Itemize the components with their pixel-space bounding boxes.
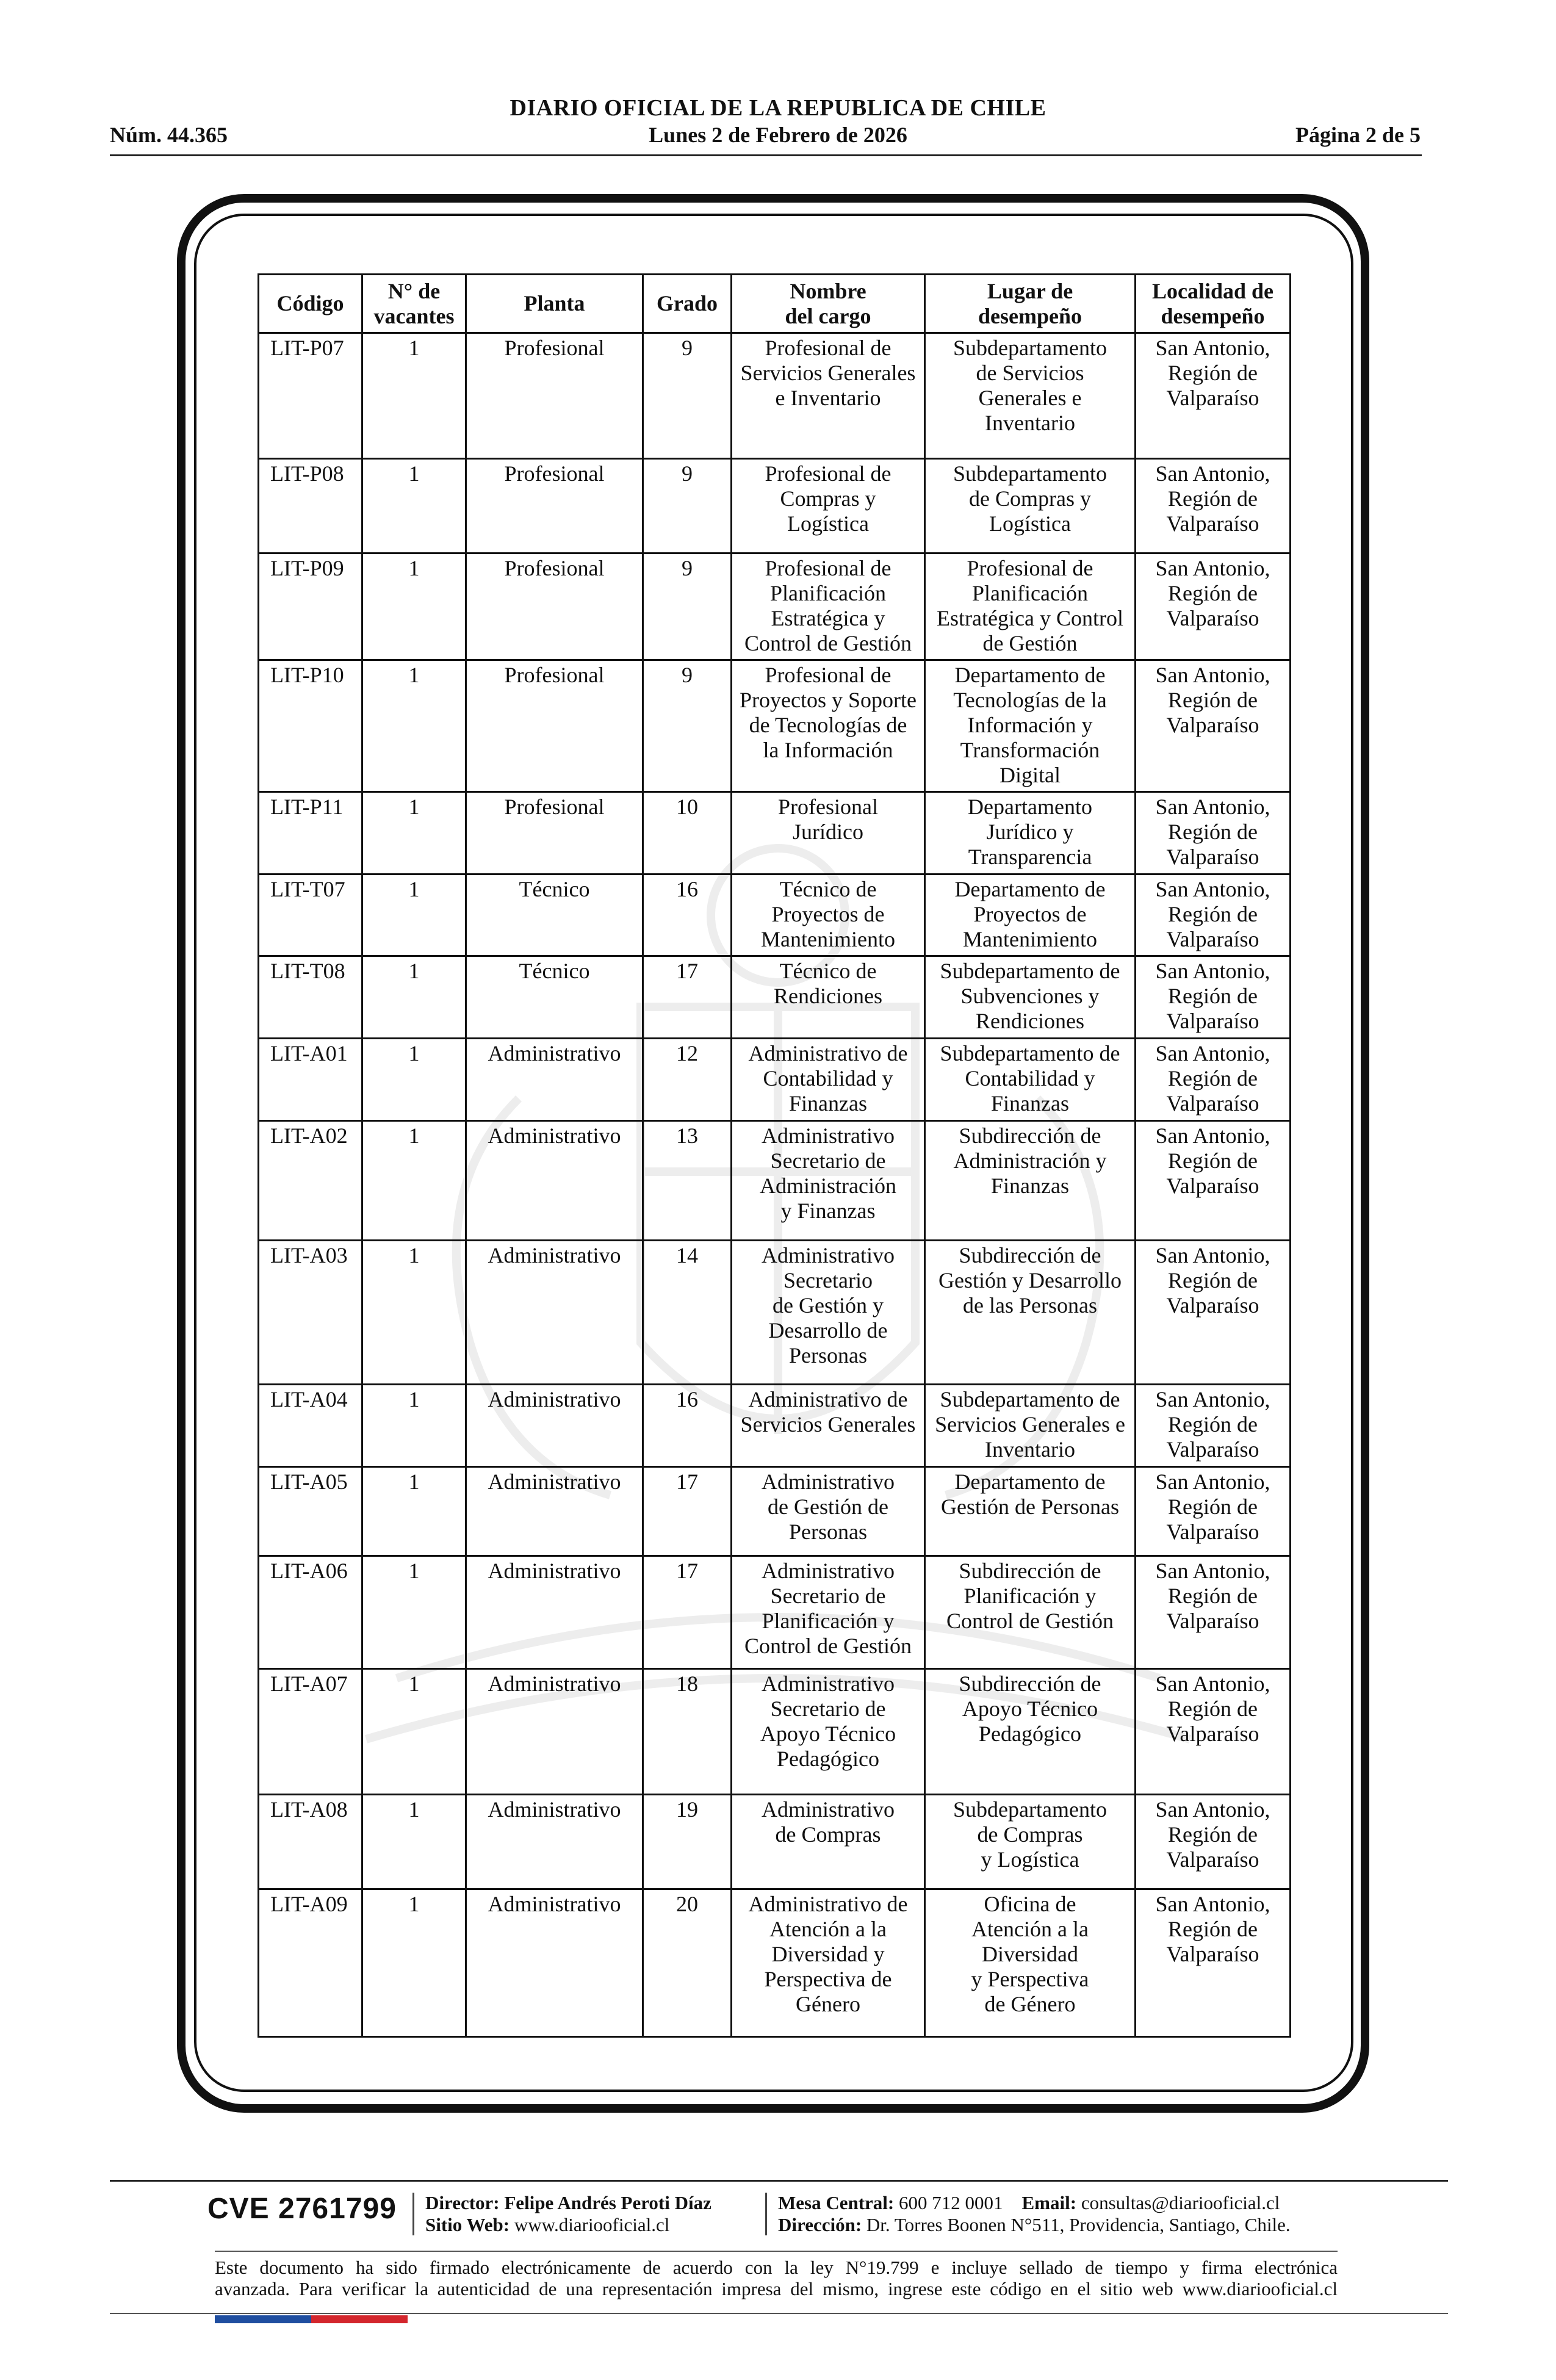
cell-localidad: San Antonio, Región de Valparaíso [1136, 459, 1291, 554]
cell-vacantes: 1 [362, 554, 466, 660]
issue-number: Núm. 44.365 [110, 123, 228, 147]
cell-localidad: San Antonio, Región de Valparaíso [1136, 1669, 1291, 1795]
cell-codigo: LIT-A06 [259, 1556, 362, 1669]
cell-vacantes: 1 [362, 956, 466, 1039]
cell-codigo: LIT-A04 [259, 1385, 362, 1467]
cell-grado: 17 [643, 956, 732, 1039]
newspaper-title: DIARIO OFICIAL DE LA REPUBLICA DE CHILE [510, 95, 1046, 121]
cell-codigo: LIT-T08 [259, 956, 362, 1039]
cell-grado: 17 [643, 1556, 732, 1669]
cell-planta: Administrativo [466, 1121, 643, 1241]
cell-codigo: LIT-P08 [259, 459, 362, 554]
cell-nombre: Administrativo Secretario de Gestión y Desarrollo de Personas [732, 1241, 925, 1385]
footer-divider [110, 2180, 1448, 2182]
cell-vacantes: 1 [362, 459, 466, 554]
cell-codigo: LIT-P11 [259, 792, 362, 874]
cell-lugar: Subdepartamento de Compras y Logística [925, 1795, 1136, 1889]
website-link[interactable]: www.diariooficial.cl [514, 2214, 670, 2235]
cell-localidad: San Antonio, Región de Valparaíso [1136, 792, 1291, 874]
cell-grado: 12 [643, 1039, 732, 1121]
cell-nombre: Profesional Jurídico [732, 792, 925, 874]
cell-grado: 18 [643, 1669, 732, 1795]
cell-nombre: Profesional de Compras y Logística [732, 459, 925, 554]
cell-vacantes: 1 [362, 1556, 466, 1669]
cell-vacantes: 1 [362, 1795, 466, 1889]
header-localidad: Localidad de desempeño [1136, 275, 1291, 333]
cell-lugar: Subdepartamento de Subvenciones y Rendiciones [925, 956, 1136, 1039]
table-row [259, 1385, 1291, 1467]
cell-planta: Profesional [466, 333, 643, 459]
cell-vacantes: 1 [362, 1467, 466, 1556]
header-nombre: Nombre del cargo [732, 275, 925, 333]
cell-grado: 9 [643, 459, 732, 554]
footer-separator [765, 2193, 767, 2235]
cell-nombre: Técnico de Rendiciones [732, 956, 925, 1039]
header-vacantes: N° de vacantes [362, 275, 466, 333]
cell-planta: Profesional [466, 459, 643, 554]
cell-vacantes: 1 [362, 1669, 466, 1795]
table-row [259, 1039, 1291, 1121]
cell-lugar: Oficina de Atención a la Diversidad y Perspectiva de Género [925, 1889, 1136, 2037]
cell-lugar: Subdepartamento de Compras y Logística [925, 459, 1136, 554]
cell-planta: Administrativo [466, 1795, 643, 1889]
table-row [259, 459, 1291, 554]
cell-grado: 13 [643, 1121, 732, 1241]
cell-localidad: San Antonio, Región de Valparaíso [1136, 333, 1291, 459]
cell-lugar: Subdepartamento de Servicios Generales e Inventario [925, 333, 1136, 459]
cell-codigo: LIT-A09 [259, 1889, 362, 2037]
cell-lugar: Subdepartamento de Servicios Generales e Inventario [925, 1385, 1136, 1467]
table-row [259, 1467, 1291, 1556]
cell-localidad: San Antonio, Región de Valparaíso [1136, 1385, 1291, 1467]
footer-inner-divider [215, 2251, 1338, 2252]
issue-date: Lunes 2 de Febrero de 2026 [649, 123, 907, 147]
vacancies-table [258, 273, 1291, 2038]
cell-vacantes: 1 [362, 792, 466, 874]
cell-grado: 19 [643, 1795, 732, 1889]
cell-nombre: Profesional de Proyectos y Soporte de Tecnologías de la Información [732, 660, 925, 792]
table-row [259, 792, 1291, 874]
cell-grado: 9 [643, 660, 732, 792]
cell-localidad: San Antonio, Región de Valparaíso [1136, 956, 1291, 1039]
table-row [259, 956, 1291, 1039]
cell-nombre: Administrativo de Compras [732, 1795, 925, 1889]
cell-nombre: Administrativo de Contabilidad y Finanzas [732, 1039, 925, 1121]
cell-vacantes: 1 [362, 1385, 466, 1467]
cell-localidad: San Antonio, Región de Valparaíso [1136, 874, 1291, 956]
table-row [259, 660, 1291, 792]
footer-contact-block: Mesa Central: 600 712 0001 Email: consultas@diariooficial.cl Dirección: Dr. Torres Boonen N°511, Providencia, Santiago, Chile. [778, 2192, 1291, 2235]
cell-planta: Administrativo [466, 1889, 643, 2037]
page-indicator: Página 2 de 5 [1295, 123, 1421, 147]
cell-codigo: LIT-A08 [259, 1795, 362, 1889]
cell-vacantes: 1 [362, 660, 466, 792]
cell-codigo: LIT-P07 [259, 333, 362, 459]
cell-localidad: San Antonio, Región de Valparaíso [1136, 1889, 1291, 2037]
header-grado: Grado [643, 275, 732, 333]
cell-grado: 16 [643, 1385, 732, 1467]
phone-number: 600 712 0001 [899, 2192, 1003, 2213]
table-row [259, 333, 1291, 459]
cell-grado: 16 [643, 874, 732, 956]
table-row [259, 1121, 1291, 1241]
table-row [259, 1241, 1291, 1385]
cell-nombre: Profesional de Servicios Generales e Inventario [732, 333, 925, 459]
table-row [259, 1795, 1291, 1889]
cell-planta: Técnico [466, 956, 643, 1039]
cell-localidad: San Antonio, Región de Valparaíso [1136, 1467, 1291, 1556]
cell-vacantes: 1 [362, 874, 466, 956]
cell-planta: Administrativo [466, 1385, 643, 1467]
cell-nombre: Profesional de Planificación Estratégica y Control de Gestión [732, 554, 925, 660]
cell-nombre: Administrativo Secretario de Apoyo Técnico Pedagógico [732, 1669, 925, 1795]
cell-localidad: San Antonio, Región de Valparaíso [1136, 1795, 1291, 1889]
header-divider [110, 154, 1422, 156]
cell-vacantes: 1 [362, 1121, 466, 1241]
table-row [259, 554, 1291, 660]
flag-stripe-red [311, 2315, 408, 2323]
table-row [259, 1669, 1291, 1795]
cell-nombre: Administrativo de Gestión de Personas [732, 1467, 925, 1556]
footer-separator [412, 2193, 414, 2235]
cell-nombre: Técnico de Proyectos de Mantenimiento [732, 874, 925, 956]
cell-localidad: San Antonio, Región de Valparaíso [1136, 1121, 1291, 1241]
header-planta: Planta [466, 275, 643, 333]
cell-grado: 10 [643, 792, 732, 874]
cell-codigo: LIT-P09 [259, 554, 362, 660]
cell-lugar: Departamento Jurídico y Transparencia [925, 792, 1136, 874]
cell-localidad: San Antonio, Región de Valparaíso [1136, 1039, 1291, 1121]
cell-planta: Administrativo [466, 1669, 643, 1795]
cell-lugar: Subdirección de Administración y Finanzas [925, 1121, 1136, 1241]
table-row [259, 874, 1291, 956]
cell-planta: Profesional [466, 554, 643, 660]
cell-codigo: LIT-A03 [259, 1241, 362, 1385]
cell-planta: Profesional [466, 660, 643, 792]
cell-codigo: LIT-A05 [259, 1467, 362, 1556]
cell-nombre: Administrativo Secretario de Planificación y Control de Gestión [732, 1556, 925, 1669]
cell-grado: 20 [643, 1889, 732, 2037]
cell-nombre: Administrativo de Servicios Generales [732, 1385, 925, 1467]
cell-grado: 9 [643, 333, 732, 459]
cell-lugar: Subdirección de Planificación y Control de Gestión [925, 1556, 1136, 1669]
table-row [259, 1889, 1291, 2037]
cell-vacantes: 1 [362, 1889, 466, 2037]
footer-director-block: Director: Felipe Andrés Peroti Díaz Sitio Web: www.diariooficial.cl [425, 2192, 711, 2235]
header-lugar: Lugar de desempeño [925, 275, 1136, 333]
cve-code: CVE 2761799 [207, 2193, 397, 2225]
cell-codigo: LIT-A07 [259, 1669, 362, 1795]
cell-planta: Técnico [466, 874, 643, 956]
cell-localidad: San Antonio, Región de Valparaíso [1136, 1241, 1291, 1385]
cell-grado: 9 [643, 554, 732, 660]
cell-grado: 14 [643, 1241, 732, 1385]
cell-nombre: Administrativo de Atención a la Diversidad y Perspectiva de Género [732, 1889, 925, 2037]
cell-vacantes: 1 [362, 333, 466, 459]
cell-lugar: Departamento de Tecnologías de la Información y Transformación Digital [925, 660, 1136, 792]
cell-codigo: LIT-A01 [259, 1039, 362, 1121]
cell-lugar: Subdepartamento de Contabilidad y Finanzas [925, 1039, 1136, 1121]
footer-bottom-divider [110, 2313, 1448, 2314]
cell-localidad: San Antonio, Región de Valparaíso [1136, 554, 1291, 660]
cell-nombre: Administrativo Secretario de Administración y Finanzas [732, 1121, 925, 1241]
cell-codigo: LIT-P10 [259, 660, 362, 792]
cell-localidad: San Antonio, Región de Valparaíso [1136, 660, 1291, 792]
cell-lugar: Profesional de Planificación Estratégica y Control de Gestión [925, 554, 1136, 660]
cell-vacantes: 1 [362, 1039, 466, 1121]
cell-lugar: Subdirección de Gestión y Desarrollo de las Personas [925, 1241, 1136, 1385]
cell-planta: Administrativo [466, 1467, 643, 1556]
director-name: Felipe Andrés Peroti Díaz [504, 2192, 711, 2213]
cell-planta: Administrativo [466, 1039, 643, 1121]
cell-codigo: LIT-A02 [259, 1121, 362, 1241]
address: Dr. Torres Boonen N°511, Providencia, Santiago, Chile. [866, 2214, 1291, 2235]
legal-notice: Este documento ha sido firmado electrónicamente de acuerdo con la ley N°19.799 e incluye sellado de tiempo y firma electrónica avanzada. Para verificar la autenticidad de una representación impresa del mismo, ingrese este código en el sitio web www.diariooficial.cl [215, 2257, 1338, 2299]
cell-lugar: Subdirección de Apoyo Técnico Pedagógico [925, 1669, 1136, 1795]
cell-grado: 17 [643, 1467, 732, 1556]
table-header-row [259, 275, 1291, 333]
cell-vacantes: 1 [362, 1241, 466, 1385]
cell-localidad: San Antonio, Región de Valparaíso [1136, 1556, 1291, 1669]
cell-lugar: Departamento de Proyectos de Mantenimiento [925, 874, 1136, 956]
cell-lugar: Departamento de Gestión de Personas [925, 1467, 1136, 1556]
cell-planta: Administrativo [466, 1241, 643, 1385]
cell-planta: Profesional [466, 792, 643, 874]
flag-stripe-blue [215, 2315, 311, 2323]
cell-codigo: LIT-T07 [259, 874, 362, 956]
cell-planta: Administrativo [466, 1556, 643, 1669]
email-link[interactable]: consultas@diariooficial.cl [1081, 2192, 1280, 2213]
table-row [259, 1556, 1291, 1669]
header-codigo: Código [259, 275, 362, 333]
